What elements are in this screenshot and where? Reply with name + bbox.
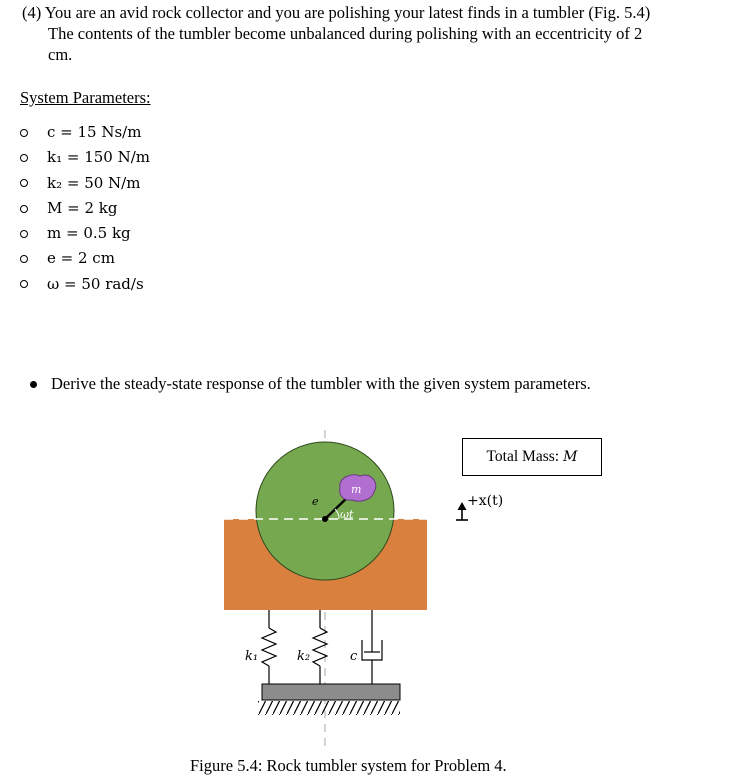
problem-line-1: (4) You are an avid rock collector and you are polishing your latest finds in a tumbler (Fig. 5.4) xyxy=(22,3,651,22)
ground-hatching xyxy=(258,701,400,715)
param-k1: k₁ = 150 N/m xyxy=(47,148,151,167)
problem-line-2: The contents of the tumbler become unbalanced during polishing with an eccentricity of 2 xyxy=(48,24,643,43)
total-mass-box xyxy=(462,438,602,476)
total-mass-symbol: M xyxy=(563,449,578,465)
tumbler-drum xyxy=(256,442,394,580)
total-mass-label: Total Mass: xyxy=(486,448,560,465)
figure-caption: Figure 5.4: Rock tumbler system for Problem 4. xyxy=(190,756,507,775)
eccentricity-label: e xyxy=(312,495,319,508)
problem-line-3: cm. xyxy=(48,45,73,64)
spring-k1-label: k₁ xyxy=(245,649,259,664)
drum-center-point xyxy=(322,516,328,522)
arrow-up-icon xyxy=(458,502,467,510)
rock-label: m xyxy=(351,483,362,496)
param-total-mass: M = 2 kg xyxy=(47,198,118,217)
param-k2: k₂ = 50 N/m xyxy=(47,173,141,192)
param-damping: c = 15 Ns/m xyxy=(47,123,142,141)
angle-label: ωt xyxy=(340,508,354,521)
damper-c xyxy=(362,610,382,684)
task-text: Derive the steady-state response of the tumbler with the given system parameters. xyxy=(51,374,591,393)
param-eccentricity: e = 2 cm xyxy=(47,249,115,268)
param-rock-mass: m = 0.5 kg xyxy=(47,224,131,243)
ground-plate xyxy=(262,684,400,700)
spring-k2-label: k₂ xyxy=(297,649,311,664)
param-omega: ω = 50 rad/s xyxy=(47,274,144,293)
spring-k1 xyxy=(262,610,276,684)
damper-label: c xyxy=(350,649,358,664)
displacement-label: +x(t) xyxy=(467,493,504,509)
params-heading: System Parameters: xyxy=(20,88,151,107)
